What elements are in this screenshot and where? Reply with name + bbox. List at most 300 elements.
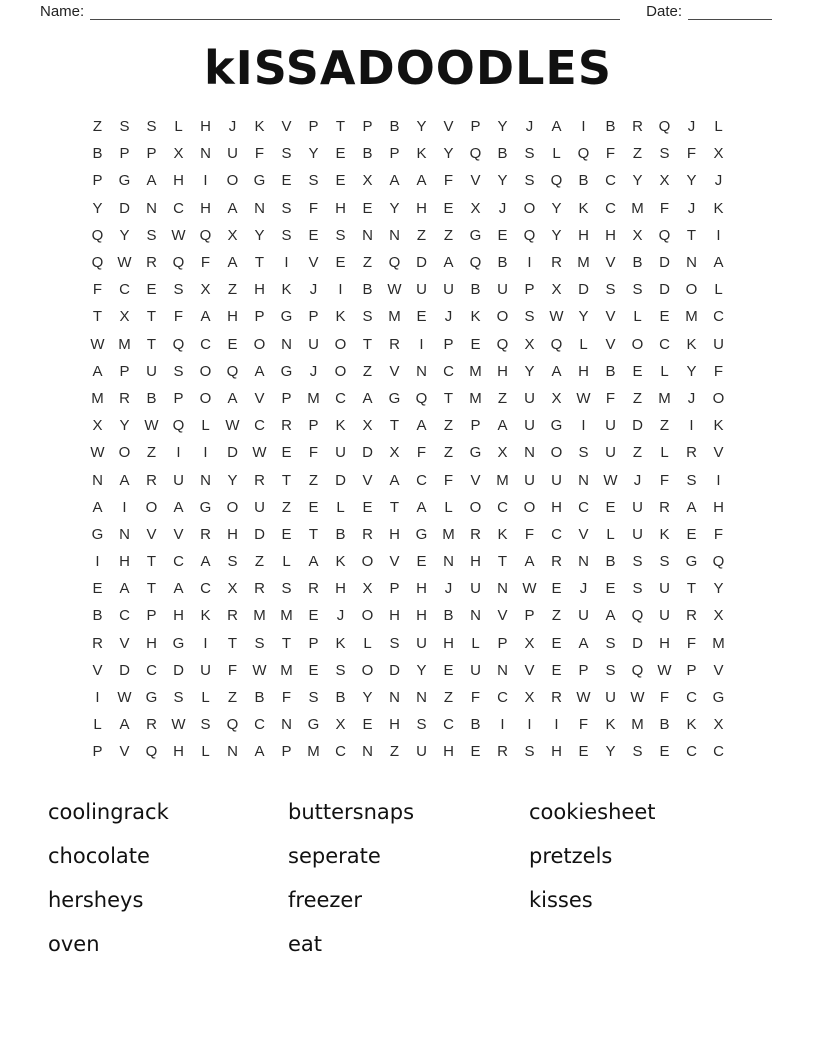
puzzle-letter: U bbox=[254, 498, 265, 516]
puzzle-letter: R bbox=[254, 471, 265, 489]
puzzle-letter: G bbox=[469, 226, 482, 244]
puzzle-letter: X bbox=[335, 716, 346, 734]
puzzle-letter: Y bbox=[416, 118, 427, 136]
puzzle-letter: N bbox=[227, 743, 238, 761]
puzzle-letter: K bbox=[686, 716, 697, 734]
puzzle-letter: W bbox=[657, 661, 672, 679]
puzzle-letter: U bbox=[470, 661, 481, 679]
puzzle-letter: B bbox=[605, 118, 616, 136]
puzzle-letter: E bbox=[686, 525, 697, 543]
puzzle-letter: L bbox=[336, 498, 345, 516]
puzzle-letter: R bbox=[362, 525, 373, 543]
puzzle-letter: Z bbox=[308, 471, 319, 489]
puzzle-letter: G bbox=[307, 716, 320, 734]
puzzle-letter: O bbox=[253, 335, 266, 353]
puzzle-row bbox=[84, 575, 732, 602]
puzzle-letter: W bbox=[549, 308, 564, 326]
puzzle-letter: J bbox=[579, 580, 588, 598]
puzzle-letter: T bbox=[92, 308, 103, 326]
puzzle-letter: B bbox=[470, 281, 481, 299]
puzzle-letter: C bbox=[713, 743, 724, 761]
puzzle-letter: S bbox=[686, 471, 697, 489]
puzzle-letter: M bbox=[91, 389, 104, 407]
puzzle-letter: F bbox=[308, 199, 319, 217]
puzzle-letter: B bbox=[389, 118, 400, 136]
puzzle-letter: L bbox=[444, 498, 453, 516]
puzzle-letter: I bbox=[716, 226, 721, 244]
puzzle-letter: X bbox=[713, 716, 724, 734]
puzzle-letter: B bbox=[497, 145, 508, 163]
puzzle-letter: X bbox=[362, 580, 373, 598]
puzzle-letter: S bbox=[605, 281, 616, 299]
puzzle-letter: H bbox=[146, 634, 157, 652]
puzzle-letter: C bbox=[713, 308, 724, 326]
puzzle-letter: Z bbox=[254, 553, 265, 571]
puzzle-letter: Y bbox=[443, 145, 454, 163]
puzzle-row bbox=[84, 113, 732, 140]
puzzle-letter: U bbox=[713, 335, 724, 353]
puzzle-letter: M bbox=[388, 308, 401, 326]
puzzle-letter: H bbox=[389, 525, 400, 543]
puzzle-letter: E bbox=[281, 172, 292, 190]
puzzle-letter: X bbox=[524, 335, 535, 353]
puzzle-letter: P bbox=[497, 634, 508, 652]
puzzle-letter: A bbox=[254, 743, 265, 761]
puzzle-letter: W bbox=[90, 335, 105, 353]
puzzle-letter: C bbox=[416, 471, 427, 489]
puzzle-letter: R bbox=[146, 471, 157, 489]
puzzle-letter: P bbox=[146, 145, 157, 163]
puzzle-letter: T bbox=[443, 389, 454, 407]
puzzle-letter: P bbox=[389, 580, 400, 598]
puzzle-letter: Q bbox=[145, 743, 158, 761]
puzzle-letter: V bbox=[389, 362, 400, 380]
puzzle-letter: T bbox=[497, 553, 508, 571]
puzzle-letter: O bbox=[685, 281, 698, 299]
word-list-item: buttersnaps bbox=[288, 799, 415, 824]
puzzle-letter: H bbox=[173, 172, 184, 190]
puzzle-letter: Q bbox=[91, 254, 104, 272]
puzzle-letter: E bbox=[551, 580, 562, 598]
puzzle-letter: A bbox=[173, 498, 184, 516]
puzzle-letter: B bbox=[470, 716, 481, 734]
puzzle-letter: L bbox=[579, 335, 588, 353]
puzzle-letter: H bbox=[173, 607, 184, 625]
puzzle-letter: X bbox=[659, 172, 670, 190]
puzzle-letter: N bbox=[200, 145, 211, 163]
puzzle-letter: C bbox=[254, 417, 265, 435]
puzzle-letter: M bbox=[280, 607, 293, 625]
puzzle-letter: P bbox=[470, 417, 481, 435]
puzzle-letter: K bbox=[335, 553, 346, 571]
puzzle-letter: I bbox=[338, 281, 343, 299]
puzzle-letter: E bbox=[551, 634, 562, 652]
puzzle-row bbox=[84, 303, 732, 330]
puzzle-letter: X bbox=[713, 145, 724, 163]
puzzle-letter: G bbox=[118, 172, 131, 190]
puzzle-letter: P bbox=[524, 281, 535, 299]
puzzle-letter: Y bbox=[389, 199, 400, 217]
puzzle-row bbox=[84, 249, 732, 276]
puzzle-letter: W bbox=[603, 471, 618, 489]
puzzle-letter: U bbox=[335, 444, 346, 462]
puzzle-letter: E bbox=[416, 308, 427, 326]
word-list-item: cookiesheet bbox=[529, 799, 656, 824]
puzzle-letter: U bbox=[200, 661, 211, 679]
puzzle-letter: H bbox=[443, 743, 454, 761]
puzzle-letter: Q bbox=[550, 172, 563, 190]
puzzle-letter: M bbox=[496, 471, 509, 489]
puzzle-letter: A bbox=[497, 417, 508, 435]
puzzle-letter: T bbox=[146, 335, 157, 353]
puzzle-letter: C bbox=[686, 743, 697, 761]
puzzle-letter: Q bbox=[631, 661, 644, 679]
puzzle-letter: O bbox=[361, 661, 374, 679]
puzzle-letter: V bbox=[605, 308, 616, 326]
puzzle-letter: R bbox=[686, 607, 697, 625]
puzzle-letter: R bbox=[119, 389, 130, 407]
puzzle-letter: Q bbox=[172, 335, 185, 353]
puzzle-letter: P bbox=[281, 743, 292, 761]
puzzle-letter: H bbox=[227, 525, 238, 543]
puzzle-letter: Z bbox=[389, 743, 400, 761]
puzzle-letter: L bbox=[606, 525, 615, 543]
puzzle-letter: B bbox=[605, 553, 616, 571]
puzzle-letter: N bbox=[281, 716, 292, 734]
puzzle-letter: C bbox=[659, 335, 670, 353]
puzzle-letter: A bbox=[416, 417, 427, 435]
puzzle-letter: N bbox=[416, 689, 427, 707]
puzzle-letter: E bbox=[308, 607, 319, 625]
puzzle-letter: H bbox=[227, 308, 238, 326]
puzzle-letter: R bbox=[146, 254, 157, 272]
puzzle-letter: E bbox=[362, 199, 373, 217]
puzzle-letter: C bbox=[605, 172, 616, 190]
puzzle-letter: R bbox=[92, 634, 103, 652]
puzzle-letter: J bbox=[444, 308, 453, 326]
name-label: Name: bbox=[40, 3, 85, 20]
puzzle-letter: Y bbox=[686, 172, 697, 190]
puzzle-letter: L bbox=[660, 362, 669, 380]
puzzle-letter: X bbox=[200, 281, 211, 299]
puzzle-letter: I bbox=[581, 417, 586, 435]
puzzle-letter: R bbox=[254, 580, 265, 598]
puzzle-letter: V bbox=[389, 553, 400, 571]
puzzle-letter: N bbox=[497, 661, 508, 679]
puzzle-letter: V bbox=[146, 525, 157, 543]
puzzle-letter: L bbox=[201, 689, 210, 707]
puzzle-letter: W bbox=[171, 716, 186, 734]
puzzle-letter: S bbox=[632, 743, 643, 761]
date-label: Date: bbox=[646, 3, 682, 20]
puzzle-letter: Q bbox=[496, 335, 509, 353]
puzzle-letter: E bbox=[281, 444, 292, 462]
puzzle-letter: W bbox=[117, 689, 132, 707]
puzzle-letter: U bbox=[632, 525, 643, 543]
puzzle-letter: Y bbox=[686, 362, 697, 380]
puzzle-letter: Z bbox=[632, 389, 643, 407]
puzzle-letter: P bbox=[119, 145, 130, 163]
puzzle-letter: D bbox=[254, 525, 265, 543]
puzzle-letter: D bbox=[119, 199, 130, 217]
puzzle-letter: D bbox=[119, 661, 130, 679]
date-blank-line bbox=[688, 4, 772, 20]
name-blank-line bbox=[90, 4, 620, 20]
puzzle-letter: P bbox=[146, 607, 157, 625]
puzzle-letter: G bbox=[550, 417, 563, 435]
puzzle-letter: F bbox=[605, 389, 616, 407]
puzzle-letter: G bbox=[145, 689, 158, 707]
puzzle-letter: J bbox=[633, 471, 642, 489]
puzzle-letter: S bbox=[200, 716, 211, 734]
puzzle-row bbox=[84, 548, 732, 575]
puzzle-letter: E bbox=[362, 716, 373, 734]
puzzle-letter: G bbox=[253, 172, 266, 190]
puzzle-letter: I bbox=[581, 118, 586, 136]
puzzle-letter: D bbox=[362, 444, 373, 462]
puzzle-letter: H bbox=[389, 607, 400, 625]
puzzle-letter: E bbox=[335, 254, 346, 272]
puzzle-letter: X bbox=[389, 444, 400, 462]
puzzle-letter: T bbox=[281, 471, 292, 489]
puzzle-letter: O bbox=[631, 335, 644, 353]
puzzle-letter: V bbox=[524, 661, 535, 679]
puzzle-letter: G bbox=[199, 498, 212, 516]
puzzle-letter: X bbox=[551, 389, 562, 407]
puzzle-letter: W bbox=[387, 281, 402, 299]
puzzle-letter: O bbox=[199, 389, 212, 407]
puzzle-letter: A bbox=[227, 254, 238, 272]
puzzle-letter: T bbox=[389, 498, 400, 516]
puzzle-letter: O bbox=[145, 498, 158, 516]
puzzle-letter: H bbox=[497, 362, 508, 380]
puzzle-letter: E bbox=[632, 362, 643, 380]
puzzle-letter: F bbox=[659, 471, 670, 489]
puzzle-letter: D bbox=[173, 661, 184, 679]
puzzle-letter: K bbox=[335, 417, 346, 435]
puzzle-letter: H bbox=[713, 498, 724, 516]
puzzle-letter: T bbox=[308, 525, 319, 543]
puzzle-letter: C bbox=[146, 661, 157, 679]
puzzle-letter: K bbox=[416, 145, 427, 163]
puzzle-letter: A bbox=[524, 553, 535, 571]
puzzle-letter: A bbox=[416, 172, 427, 190]
puzzle-letter: S bbox=[146, 118, 157, 136]
puzzle-letter: P bbox=[362, 118, 373, 136]
puzzle-letter: S bbox=[254, 634, 265, 652]
puzzle-letter: W bbox=[252, 444, 267, 462]
puzzle-letter: N bbox=[578, 553, 589, 571]
puzzle-letter: N bbox=[92, 471, 103, 489]
puzzle-letter: Z bbox=[227, 689, 238, 707]
puzzle-letter: F bbox=[686, 634, 697, 652]
puzzle-letter: A bbox=[200, 553, 211, 571]
puzzle-letter: A bbox=[119, 471, 130, 489]
puzzle-letter: F bbox=[200, 254, 211, 272]
puzzle-letter: J bbox=[336, 607, 345, 625]
puzzle-letter: U bbox=[632, 498, 643, 516]
puzzle-letter: L bbox=[552, 145, 561, 163]
puzzle-letter: B bbox=[92, 607, 103, 625]
word-list-item: oven bbox=[48, 931, 100, 956]
puzzle-letter: Q bbox=[523, 226, 536, 244]
word-list-item: seperate bbox=[288, 843, 381, 868]
puzzle-letter: A bbox=[119, 716, 130, 734]
puzzle-letter: G bbox=[91, 525, 104, 543]
puzzle-letter: H bbox=[605, 226, 616, 244]
puzzle-letter: Q bbox=[712, 553, 725, 571]
puzzle-letter: Z bbox=[146, 444, 157, 462]
puzzle-letter: W bbox=[90, 444, 105, 462]
puzzle-letter: B bbox=[443, 607, 454, 625]
puzzle-letter: S bbox=[389, 634, 400, 652]
puzzle-letter: Q bbox=[172, 254, 185, 272]
puzzle-letter: V bbox=[119, 634, 130, 652]
puzzle-letter: V bbox=[713, 444, 724, 462]
puzzle-letter: M bbox=[253, 607, 266, 625]
puzzle-letter: O bbox=[199, 362, 212, 380]
puzzle-letter: E bbox=[362, 498, 373, 516]
puzzle-letter: W bbox=[225, 417, 240, 435]
puzzle-letter: U bbox=[416, 281, 427, 299]
puzzle-letter: X bbox=[119, 308, 130, 326]
puzzle-letter: F bbox=[416, 444, 427, 462]
word-list bbox=[48, 790, 816, 966]
puzzle-letter: R bbox=[308, 580, 319, 598]
puzzle-letter: W bbox=[576, 389, 591, 407]
puzzle-letter: S bbox=[335, 661, 346, 679]
puzzle-letter: G bbox=[469, 444, 482, 462]
puzzle-letter: R bbox=[659, 498, 670, 516]
puzzle-letter: U bbox=[416, 743, 427, 761]
puzzle-letter: T bbox=[254, 254, 265, 272]
puzzle-letter: U bbox=[524, 471, 535, 489]
puzzle-letter: T bbox=[281, 634, 292, 652]
puzzle-letter: I bbox=[122, 498, 127, 516]
puzzle-letter: S bbox=[281, 145, 292, 163]
puzzle-letter: U bbox=[470, 580, 481, 598]
puzzle-letter: O bbox=[226, 172, 239, 190]
puzzle-letter: M bbox=[442, 525, 455, 543]
puzzle-letter: P bbox=[578, 661, 589, 679]
puzzle-letter: N bbox=[200, 471, 211, 489]
puzzle-letter: F bbox=[686, 145, 697, 163]
puzzle-letter: C bbox=[254, 716, 265, 734]
puzzle-letter: S bbox=[173, 689, 184, 707]
puzzle-letter: P bbox=[308, 308, 319, 326]
puzzle-letter: S bbox=[281, 199, 292, 217]
puzzle-letter: X bbox=[524, 689, 535, 707]
word-list-item: freezer bbox=[288, 887, 362, 912]
page-title: kISSADOODLES bbox=[204, 41, 612, 95]
puzzle-letter: W bbox=[252, 661, 267, 679]
puzzle-letter: D bbox=[578, 281, 589, 299]
puzzle-letter: U bbox=[443, 281, 454, 299]
puzzle-letter: A bbox=[362, 389, 373, 407]
puzzle-letter: V bbox=[497, 607, 508, 625]
puzzle-letter: Y bbox=[362, 689, 373, 707]
puzzle-letter: F bbox=[173, 308, 184, 326]
puzzle-letter: L bbox=[201, 743, 210, 761]
puzzle-letter: A bbox=[389, 471, 400, 489]
puzzle-letter: Z bbox=[362, 254, 373, 272]
puzzle-letter: N bbox=[389, 226, 400, 244]
puzzle-letter: E bbox=[470, 335, 481, 353]
puzzle-letter: U bbox=[416, 634, 427, 652]
puzzle-letter: Q bbox=[199, 226, 212, 244]
puzzle-letter: Q bbox=[658, 226, 671, 244]
puzzle-letter: P bbox=[119, 362, 130, 380]
puzzle-letter: S bbox=[173, 281, 184, 299]
puzzle-letter: X bbox=[362, 172, 373, 190]
puzzle-letter: V bbox=[92, 661, 103, 679]
puzzle-letter: O bbox=[523, 199, 536, 217]
puzzle-letter: E bbox=[335, 145, 346, 163]
puzzle-row bbox=[84, 195, 732, 222]
puzzle-letter: U bbox=[524, 389, 535, 407]
puzzle-letter: M bbox=[631, 199, 644, 217]
puzzle-row bbox=[84, 222, 732, 249]
puzzle-letter: V bbox=[470, 172, 481, 190]
puzzle-row bbox=[84, 466, 732, 493]
puzzle-letter: Y bbox=[524, 362, 535, 380]
puzzle-letter: F bbox=[605, 145, 616, 163]
puzzle-letter: C bbox=[200, 335, 211, 353]
puzzle-letter: N bbox=[497, 580, 508, 598]
puzzle-letter: C bbox=[443, 716, 454, 734]
puzzle-letter: Q bbox=[415, 389, 428, 407]
puzzle-letter: H bbox=[551, 498, 562, 516]
puzzle-letter: A bbox=[92, 498, 103, 516]
puzzle-letter: C bbox=[497, 689, 508, 707]
puzzle-letter: E bbox=[308, 661, 319, 679]
puzzle-row bbox=[84, 684, 732, 711]
puzzle-letter: M bbox=[469, 389, 482, 407]
puzzle-letter: J bbox=[525, 118, 534, 136]
puzzle-letter: S bbox=[659, 553, 670, 571]
puzzle-letter: A bbox=[119, 580, 130, 598]
puzzle-letter: M bbox=[469, 362, 482, 380]
puzzle-letter: K bbox=[470, 308, 481, 326]
puzzle-letter: V bbox=[605, 254, 616, 272]
puzzle-letter: F bbox=[281, 689, 292, 707]
puzzle-letter: P bbox=[686, 661, 697, 679]
puzzle-row bbox=[84, 331, 732, 358]
puzzle-letter: N bbox=[578, 471, 589, 489]
puzzle-letter: O bbox=[226, 498, 239, 516]
puzzle-letter: R bbox=[686, 444, 697, 462]
puzzle-letter: A bbox=[254, 362, 265, 380]
puzzle-letter: X bbox=[470, 199, 481, 217]
puzzle-letter: U bbox=[227, 145, 238, 163]
puzzle-letter: C bbox=[605, 199, 616, 217]
puzzle-letter: S bbox=[524, 308, 535, 326]
puzzle-letter: Q bbox=[658, 118, 671, 136]
puzzle-letter: T bbox=[146, 580, 157, 598]
puzzle-letter: A bbox=[200, 308, 211, 326]
puzzle-letter: Z bbox=[443, 689, 454, 707]
puzzle-letter: B bbox=[254, 689, 265, 707]
puzzle-letter: H bbox=[200, 118, 211, 136]
puzzle-letter: H bbox=[200, 199, 211, 217]
puzzle-letter: H bbox=[659, 634, 670, 652]
puzzle-letter: M bbox=[712, 634, 725, 652]
puzzle-letter: A bbox=[146, 172, 157, 190]
puzzle-letter: M bbox=[577, 254, 590, 272]
puzzle-letter: R bbox=[227, 607, 238, 625]
puzzle-letter: J bbox=[687, 118, 696, 136]
puzzle-letter: O bbox=[334, 362, 347, 380]
